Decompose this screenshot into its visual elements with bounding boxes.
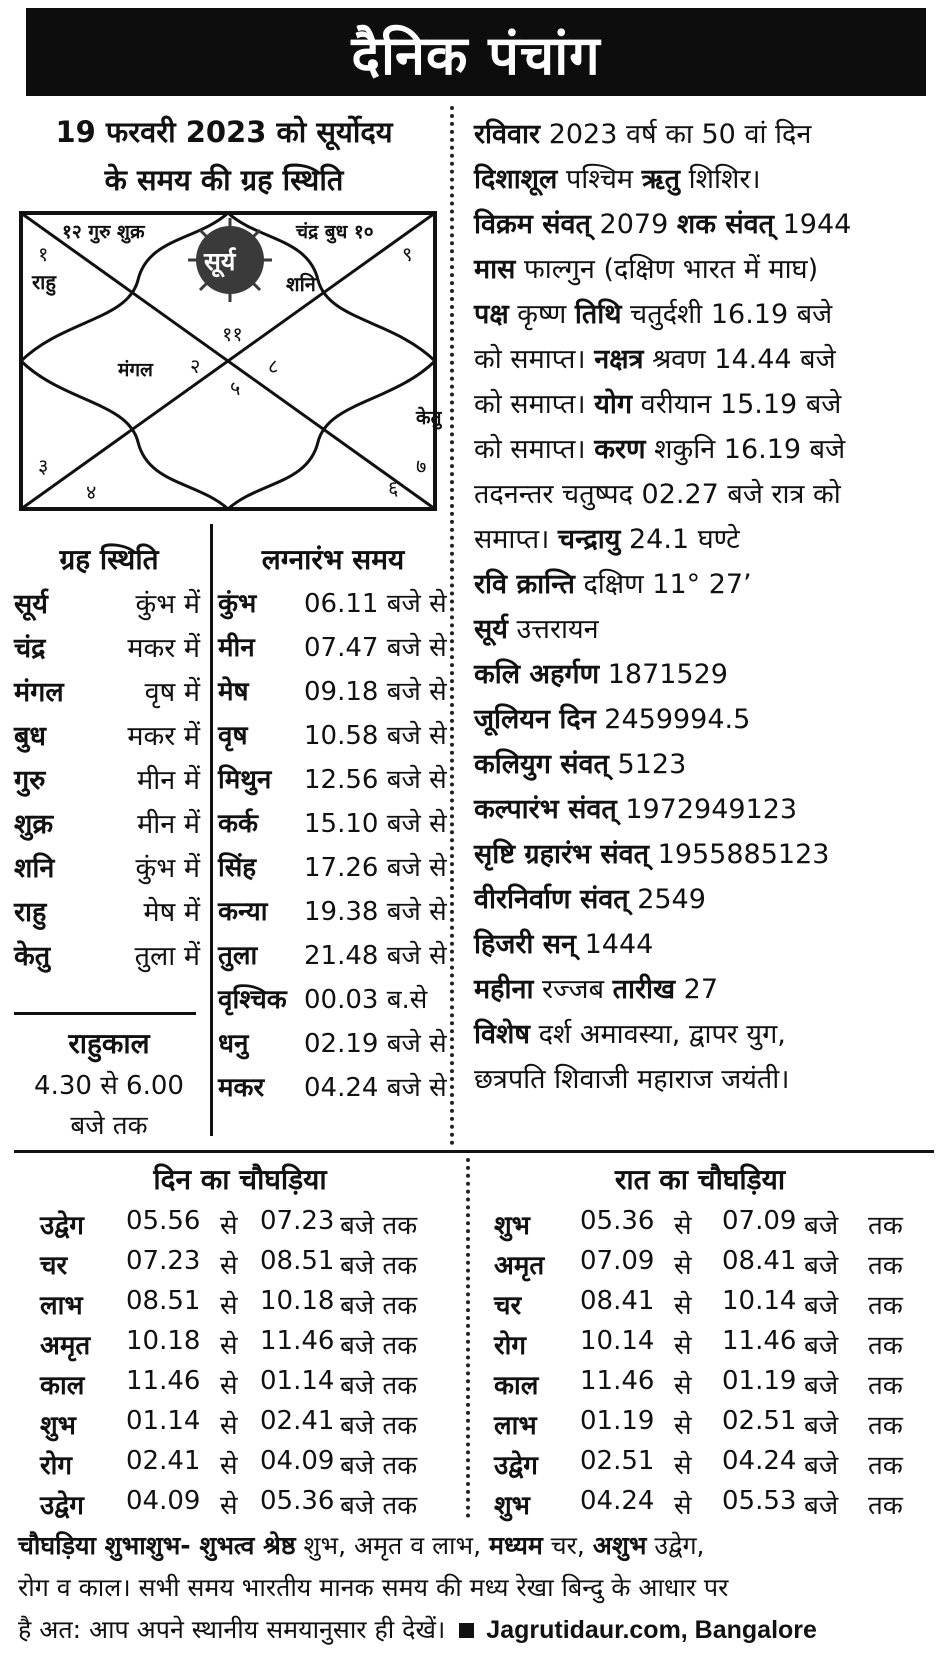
choghadiya-to: 07.23 (260, 1206, 335, 1236)
choghadiya-tak: बजे तक (340, 1291, 418, 1321)
choghadiya-to: 02.41 (260, 1406, 335, 1436)
detail-line (474, 922, 944, 967)
bold-term: विशेष (474, 1019, 530, 1050)
text-segment: श्रवण 14.44 बजे (643, 344, 836, 375)
text-segment: 1972949123 (616, 794, 798, 825)
choghadiya-name: चर (494, 1291, 522, 1321)
kundali-house-12: १२ गुरु शुक्र (62, 221, 145, 243)
detail-line (474, 292, 944, 337)
bold-term: शक संवत् (676, 209, 774, 240)
kundali-house-7: ७ (416, 454, 427, 478)
detail-line (474, 1012, 944, 1057)
lagna-time: 21.48 बजे से (304, 941, 447, 971)
kundali-house-6: ६ (388, 476, 399, 500)
choghadiya-from: 02.51 (580, 1446, 655, 1476)
choghadiya-name: काल (40, 1371, 85, 1401)
choghadiya-from: 07.23 (126, 1246, 201, 1276)
choghadiya-from: 08.41 (580, 1286, 655, 1316)
choghadiya-tak: तक (868, 1291, 903, 1321)
text-segment: शिशिर। (680, 164, 761, 195)
detail-line (474, 157, 944, 202)
choghadiya-tak: तक (868, 1371, 903, 1401)
raat-choghadiya-heading: रात का चौघड़िया (614, 1163, 786, 1196)
bold-term: रवि क्रान्ति (474, 569, 575, 600)
choghadiya-tak: बजे तक (340, 1211, 418, 1241)
planet-sign: वृष में (144, 677, 200, 708)
choghadiya-column-divider (466, 1158, 470, 1518)
kundali-mangal: मंगल (118, 359, 153, 381)
bold-term: कलि अहर्गण (474, 659, 600, 690)
detail-line (474, 472, 944, 517)
lagna-name: सिंह (218, 853, 257, 883)
choghadiya-to: 01.19 (722, 1366, 797, 1396)
square-bullet-icon (459, 1623, 474, 1638)
planet-sign: मकर में (127, 633, 200, 664)
chart-heading-line2: के समय की ग्रह स्थिति (104, 163, 344, 197)
lagna-time: 15.10 बजे से (304, 809, 447, 839)
planet-sign: कुंभ में (135, 853, 200, 884)
lagna-row (218, 892, 458, 936)
choghadiya-to: 08.41 (722, 1246, 797, 1276)
choghadiya-to: 01.14 (260, 1366, 335, 1396)
text-segment: फाल्गुन (दक्षिण भारत में माघ) (515, 254, 819, 285)
choghadiya-to: 10.18 (260, 1286, 335, 1316)
lagna-row (218, 848, 458, 892)
text-segment: समाप्त। (474, 524, 558, 555)
chart-heading-line1: 19 फरवरी 2023 को सूर्योदय (55, 115, 393, 149)
choghadiya-baje: बजे (804, 1251, 839, 1281)
text-segment: चतुर्दशी 16.19 बजे (621, 299, 833, 330)
planet-name: बुध (14, 721, 47, 752)
bold-term: सृष्टि ग्रहारंभ संवत् (474, 839, 650, 870)
choghadiya-tak: बजे तक (340, 1371, 418, 1401)
kundali-house-3: ३ (38, 454, 49, 478)
choghadiya-se: से (220, 1371, 238, 1401)
bold-term: करण (594, 434, 646, 465)
text-segment: 24.1 घण्टे (620, 524, 740, 555)
text-segment: कृष्ण (508, 299, 575, 330)
lagna-name: वृश्चिक (218, 985, 287, 1015)
choghadiya-baje: बजे (804, 1411, 839, 1441)
detail-line (474, 112, 944, 157)
detail-line (474, 517, 944, 562)
choghadiya-from: 11.46 (126, 1366, 201, 1396)
lagna-name: वृष (218, 721, 248, 751)
title-banner (26, 8, 926, 96)
planet-name: सूर्य (14, 589, 48, 620)
text-segment: छत्रपति शिवाजी महाराज जयंती। (474, 1064, 790, 1095)
lagna-time: 06.11 बजे से (304, 589, 447, 619)
detail-line (474, 652, 944, 697)
text-segment: को समाप्त। (474, 389, 595, 420)
planet-name: चंद्र (14, 633, 46, 664)
text-segment: 1871529 (599, 659, 728, 690)
lagna-name: धनु (218, 1029, 249, 1059)
grah-row (14, 672, 200, 716)
bold-term: ऋतु (641, 164, 681, 195)
choghadiya-name: उद्वेग (40, 1211, 84, 1241)
detail-line (474, 1057, 944, 1102)
choghadiya-to: 02.51 (722, 1406, 797, 1436)
grah-row (14, 760, 200, 804)
choghadiya-baje: बजे (804, 1211, 839, 1241)
choghadiya-name: काल (494, 1371, 539, 1401)
bold-term: कलियुग संवत् (474, 749, 609, 780)
choghadiya-from: 05.36 (580, 1206, 655, 1236)
kundali-house-5: ५ (230, 376, 241, 400)
choghadiya-se: से (220, 1491, 238, 1521)
detail-line (474, 742, 944, 787)
choghadiya-tak: तक (868, 1491, 903, 1521)
choghadiya-name: शुभ (494, 1491, 530, 1521)
footer-credit: Jagrutidaur.com, Bangalore (486, 1616, 817, 1644)
kundali-house-2: २ (190, 354, 201, 378)
bold-term: रविवार (474, 119, 541, 150)
bold-term: सूर्य (474, 614, 508, 645)
text-segment: 2549 (628, 884, 706, 915)
lagna-row (218, 1068, 458, 1112)
choghadiya-tak: तक (868, 1411, 903, 1441)
kundali-ketu: केतु (416, 407, 442, 429)
lagna-row (218, 584, 458, 628)
lagna-time: 00.03 ब.से (304, 985, 428, 1015)
footer-line-2: रोग व काल। सभी समय भारतीय मानक समय की मध्य रेखा बिन्दु के आधार पर (18, 1573, 729, 1602)
choghadiya-name: चर (40, 1251, 68, 1281)
choghadiya-from: 04.24 (580, 1486, 655, 1516)
choghadiya-se: से (220, 1251, 238, 1281)
planet-sign: मीन में (137, 765, 200, 796)
bold-term: महीना (474, 974, 534, 1005)
choghadiya-se: से (674, 1211, 692, 1241)
choghadiya-se: से (220, 1451, 238, 1481)
lagna-time: 04.24 बजे से (304, 1073, 447, 1103)
choghadiya-tak: बजे तक (340, 1251, 418, 1281)
text-segment: उद्वेग, (646, 1531, 705, 1560)
kundali-house-8: ८ (268, 354, 279, 378)
choghadiya-tak: बजे तक (340, 1411, 418, 1441)
lagna-row (218, 628, 458, 672)
text-segment: 2459994.5 (595, 704, 751, 735)
bold-term: दिशाशूल (474, 164, 558, 195)
choghadiya-se: से (220, 1291, 238, 1321)
choghadiya-from: 01.14 (126, 1406, 201, 1436)
choghadiya-to: 05.53 (722, 1486, 797, 1516)
grah-row (14, 716, 200, 760)
detail-line (474, 427, 944, 472)
lagna-name: मकर (218, 1073, 265, 1103)
lagna-row (218, 672, 458, 716)
lagna-time: 09.18 बजे से (304, 677, 447, 707)
grah-row (14, 936, 200, 980)
choghadiya-baje: बजे (804, 1451, 839, 1481)
kundali-house-11: ११ (222, 322, 243, 346)
choghadiya-name: अमृत (494, 1251, 545, 1281)
grah-lagna-divider (210, 524, 213, 1136)
choghadiya-tak: बजे तक (340, 1451, 418, 1481)
lagna-name: कर्क (218, 809, 258, 839)
lagna-time: 17.26 बजे से (304, 853, 447, 883)
detail-line (474, 877, 944, 922)
lagna-name: कुंभ (218, 589, 257, 619)
footer-line-3 (18, 1610, 817, 1650)
choghadiya-from: 04.09 (126, 1486, 201, 1516)
choghadiya-name: लाभ (40, 1291, 83, 1321)
choghadiya-se: से (220, 1211, 238, 1241)
choghadiya-se: से (674, 1291, 692, 1321)
text-segment: दर्श अमावस्या, द्वापर युग, (529, 1019, 786, 1050)
lagna-row (218, 760, 458, 804)
choghadiya-se: से (674, 1411, 692, 1441)
rahukaal-divider (14, 1012, 196, 1015)
choghadiya-se: से (674, 1451, 692, 1481)
detail-line (474, 607, 944, 652)
text-segment: 5123 (608, 749, 687, 780)
text-segment: रज्जब (533, 974, 613, 1005)
lagna-name: मिथुन (218, 765, 272, 795)
text-segment: शकुनि 16.19 बजे (645, 434, 846, 465)
page-title: दैनिक पंचांग (351, 24, 601, 87)
choghadiya-from: 08.51 (126, 1286, 201, 1316)
choghadiya-tak: तक (868, 1211, 903, 1241)
detail-line (474, 247, 944, 292)
text-segment: चर, (542, 1531, 593, 1560)
choghadiya-to: 04.09 (260, 1446, 335, 1476)
lagna-row (218, 936, 458, 980)
choghadiya-tak: बजे तक (340, 1331, 418, 1361)
choghadiya-name: रोग (494, 1331, 527, 1361)
choghadiya-se: से (674, 1251, 692, 1281)
detail-line (474, 382, 944, 427)
lagna-time: 12.56 बजे से (304, 765, 447, 795)
grah-row (14, 628, 200, 672)
bold-term: मास (474, 254, 516, 285)
planet-sign: मकर में (127, 721, 200, 752)
detail-line (474, 337, 944, 382)
kundali-house-4: ४ (86, 480, 97, 504)
planet-name: शनि (14, 853, 55, 884)
bold-term: वीरनिर्वाण संवत् (474, 884, 629, 915)
choghadiya-name: शुभ (40, 1411, 76, 1441)
bold-term: योग (594, 389, 633, 420)
text-segment: को समाप्त। (474, 344, 595, 375)
kundali-house-10: चंद्र बुध १० (296, 221, 374, 243)
detail-line (474, 562, 944, 607)
choghadiya-from: 01.19 (580, 1406, 655, 1436)
choghadiya-from: 11.46 (580, 1366, 655, 1396)
choghadiya-from: 10.18 (126, 1326, 201, 1356)
choghadiya-from: 07.09 (580, 1246, 655, 1276)
rahukaal-time: 4.30 से 6.00 (34, 1071, 184, 1101)
grah-row (14, 848, 200, 892)
choghadiya-from: 10.14 (580, 1326, 655, 1356)
grah-row (14, 804, 200, 848)
choghadiya-from: 02.41 (126, 1446, 201, 1476)
text-segment: 27 (675, 974, 719, 1005)
kundali-house-9: ९ (402, 242, 413, 266)
bold-term: चौघड़िया शुभाशुभ- शुभत्व श्रेष्ठ (18, 1531, 296, 1560)
planet-sign: तुला में (134, 941, 200, 972)
choghadiya-name: रोग (40, 1451, 73, 1481)
detail-line (474, 697, 944, 742)
text-segment: वरीयान 15.19 बजे (632, 389, 842, 420)
bold-term: चन्द्रायु (557, 524, 621, 555)
choghadiya-name: अमृत (40, 1331, 91, 1361)
grah-sthiti-heading: ग्रह स्थिति (59, 543, 159, 576)
footer-line-1 (18, 1526, 705, 1566)
choghadiya-tak: तक (868, 1251, 903, 1281)
planet-name: राहु (14, 897, 47, 928)
grah-row (14, 584, 200, 628)
choghadiya-se: से (220, 1411, 238, 1441)
choghadiya-divider (14, 1150, 934, 1153)
text-segment: पश्चिम (557, 164, 642, 195)
choghadiya-to: 11.46 (722, 1326, 797, 1356)
choghadiya-from: 05.56 (126, 1206, 201, 1236)
choghadiya-baje: बजे (804, 1331, 839, 1361)
choghadiya-se: से (674, 1371, 692, 1401)
text-segment: 1955885123 (649, 839, 830, 870)
detail-line (474, 967, 944, 1012)
lagna-name: मीन (218, 633, 255, 663)
choghadiya-baje: बजे (804, 1291, 839, 1321)
bold-term: विक्रम संवत् (474, 209, 591, 240)
lagna-row (218, 1024, 458, 1068)
detail-line (474, 832, 944, 877)
lagna-name: मेष (218, 677, 249, 707)
text-segment: तदनन्तर चतुष्पद 02.27 बजे रात्र को (474, 479, 841, 510)
choghadiya-to: 10.14 (722, 1286, 797, 1316)
bold-term: पक्ष (474, 299, 509, 330)
choghadiya-se: से (674, 1491, 692, 1521)
lagna-row (218, 804, 458, 848)
lagna-time: 19.38 बजे से (304, 897, 447, 927)
lagna-time: 10.58 बजे से (304, 721, 447, 751)
kundali-shani: शनि (286, 272, 316, 296)
lagna-heading: लग्नारंभ समय (261, 543, 405, 576)
planet-sign: कुंभ में (135, 589, 200, 620)
kundali-house-1: १ (38, 242, 49, 266)
choghadiya-tak: तक (868, 1331, 903, 1361)
bold-term: अशुभ (592, 1531, 647, 1560)
detail-line (474, 787, 944, 832)
planet-name: मंगल (14, 677, 64, 708)
choghadiya-baje: बजे (804, 1371, 839, 1401)
text-segment: शुभ, अमृत व लाभ, (295, 1531, 489, 1560)
bold-term: कल्पारंभ संवत् (474, 794, 617, 825)
text-segment: 2079 (590, 209, 677, 240)
bold-term: तारीख (612, 974, 676, 1005)
choghadiya-baje: बजे (804, 1491, 839, 1521)
lagna-row (218, 716, 458, 760)
choghadiya-tak: बजे तक (340, 1491, 418, 1521)
text-segment: 2023 वर्ष का 50 वां दिन (540, 119, 812, 150)
rahukaal-suffix: बजे तक (70, 1111, 148, 1141)
bold-term: जूलियन दिन (474, 704, 596, 735)
lagna-name: तुला (218, 941, 258, 971)
choghadiya-name: उद्वेग (40, 1491, 84, 1521)
choghadiya-to: 07.09 (722, 1206, 797, 1236)
text-segment: 1944 (774, 209, 852, 240)
panchang-details (474, 112, 944, 1102)
footer-note: है अत: आप अपने स्थानीय समयानुसार ही देखें। (18, 1615, 446, 1644)
choghadiya-name: लाभ (494, 1411, 537, 1441)
din-choghadiya-heading: दिन का चौघड़िया (153, 1163, 327, 1196)
bold-term: नक्षत्र (594, 344, 644, 375)
lagna-time: 07.47 बजे से (304, 633, 447, 663)
kundali-surya: सूर्य (204, 247, 236, 276)
planet-name: केतु (14, 941, 51, 972)
choghadiya-to: 08.51 (260, 1246, 335, 1276)
choghadiya-to: 04.24 (722, 1446, 797, 1476)
choghadiya-to: 11.46 (260, 1326, 335, 1356)
bold-term: तिथि (574, 299, 622, 330)
text-segment: 1444 (576, 929, 654, 960)
planet-sign: मीन में (137, 809, 200, 840)
choghadiya-name: शुभ (494, 1211, 530, 1241)
choghadiya-se: से (220, 1331, 238, 1361)
text-segment: को समाप्त। (474, 434, 595, 465)
grah-row (14, 892, 200, 936)
detail-line (474, 202, 944, 247)
text-segment: दक्षिण 11° 27’ (574, 569, 752, 600)
choghadiya-name: उद्वेग (494, 1451, 538, 1481)
text-segment: उत्तरायन (507, 614, 599, 645)
bold-term: मध्यम (489, 1531, 543, 1560)
choghadiya-se: से (674, 1331, 692, 1361)
choghadiya-to: 05.36 (260, 1486, 335, 1516)
kundali-rahu: राहु (32, 270, 56, 294)
choghadiya-tak: तक (868, 1451, 903, 1481)
lagna-name: कन्या (218, 897, 268, 927)
planet-name: शुक्र (14, 809, 54, 840)
planet-sign: मेष में (143, 897, 200, 928)
rahukaal-heading: राहुकाल (68, 1027, 150, 1060)
lagna-row (218, 980, 458, 1024)
lagna-time: 02.19 बजे से (304, 1029, 447, 1059)
planet-name: गुरु (14, 765, 46, 796)
bold-term: हिजरी सन् (474, 929, 577, 960)
